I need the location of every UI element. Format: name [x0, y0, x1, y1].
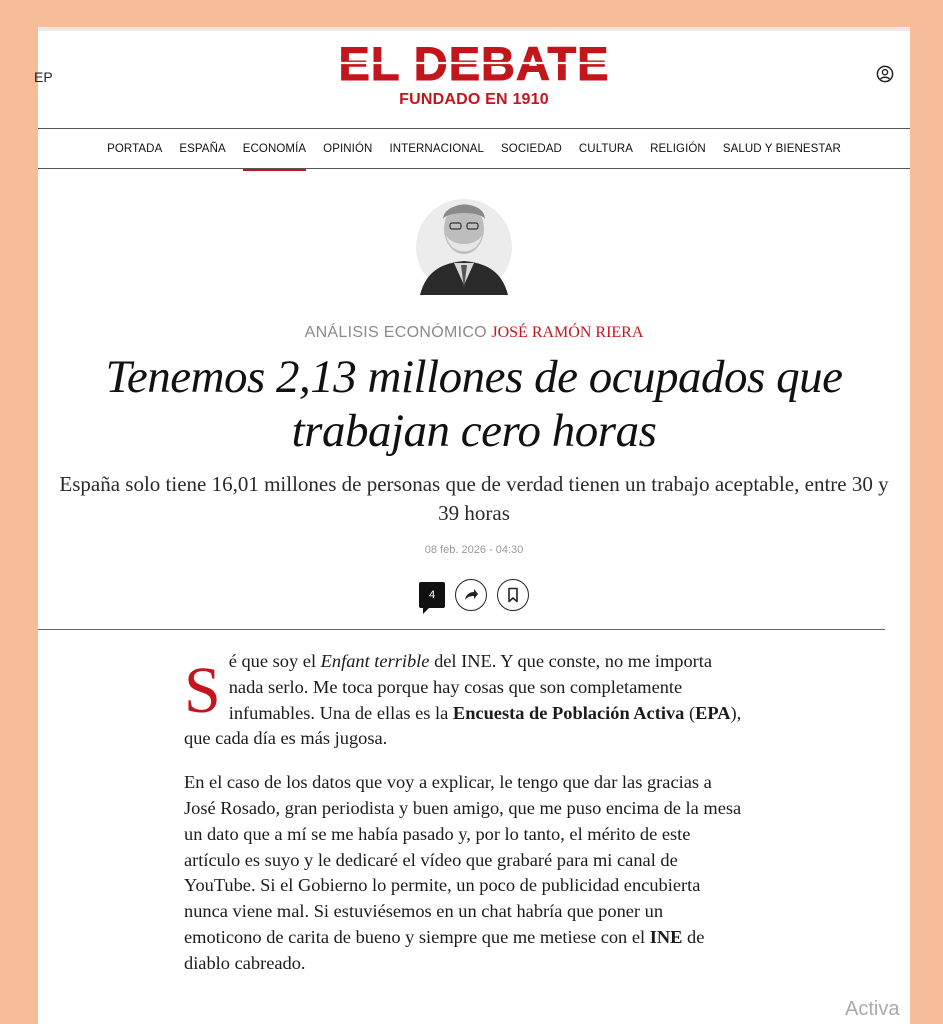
- logo-tagline: FUNDADO EN 1910: [399, 91, 549, 108]
- bookmark-button[interactable]: [497, 579, 529, 611]
- nav-item-opinion[interactable]: OPINIÓN: [323, 143, 373, 155]
- nav-item-sociedad[interactable]: SOCIEDAD: [501, 143, 562, 155]
- p1-bold-epa[interactable]: EPA: [695, 702, 731, 723]
- article-actions: [38, 577, 910, 613]
- publish-date: 08 feb. 2026 - 04:30: [424, 544, 524, 556]
- comments-button[interactable]: [419, 582, 445, 608]
- comment-count: 4: [428, 589, 436, 601]
- section-nav: [38, 141, 910, 169]
- nav-item-internacional[interactable]: INTERNACIONAL: [389, 143, 485, 155]
- article-body: [184, 649, 744, 995]
- p1-text-a: é que soy el: [228, 651, 321, 671]
- nav-item-portada[interactable]: PORTADA: [107, 143, 163, 155]
- author-portrait: [416, 185, 512, 295]
- p2-text-a: En el caso de los datos que voy a explicar, le tengo que dar las gracias a José Rosado, gran periodista y buen amigo, que me puso encima de la mesa un dato que a mí se me había pasado y, por lo tanto, el mérito de este artículo es suyo y le dedicaré el vídeo que grabaré para mi canal de YouTube. Si el Gobierno lo permite, un poco de publicidad encubierta nunca viene mal. Si estuviésemos en un chat habría que poner un emoticono de carita de bueno y siempre que me metiese con el: [184, 772, 742, 947]
- nav-item-religion[interactable]: RELIGIÓN: [650, 143, 706, 155]
- user-account-icon[interactable]: [876, 65, 894, 83]
- logo-text: EL DEBATE: [338, 37, 610, 90]
- nav-item-cultura[interactable]: CULTURA: [578, 143, 634, 155]
- author-name[interactable]: JOSÉ RAMÓN RIERA: [491, 324, 644, 341]
- os-activation-watermark: Activa: [845, 998, 900, 1020]
- cropped-edge-text: EP: [34, 69, 53, 85]
- dropcap-letter: S: [184, 654, 221, 727]
- content-divider: [38, 629, 885, 630]
- nav-item-salud[interactable]: SALUD Y BIENESTAR: [722, 143, 841, 155]
- nav-divider: [38, 168, 910, 169]
- p1-text-d: ), que cada día es más jugosa.: [184, 702, 742, 749]
- article-subtitle: España solo tiene 16,01 millones de personas que de verdad tienen un trabajo aceptable, entre 30 y 39 horas: [59, 472, 889, 525]
- logo-wordmark[interactable]: [290, 37, 658, 90]
- section-label[interactable]: ANÁLISIS ECONÓMICO: [304, 324, 487, 341]
- bookmark-icon: [506, 587, 520, 603]
- article-kicker: [38, 324, 910, 342]
- article-page: [34, 27, 910, 1024]
- p1-text-c: (: [684, 702, 696, 723]
- header-divider: [38, 128, 910, 129]
- p2-bold-ine[interactable]: INE: [649, 926, 683, 947]
- paragraph-2: [184, 770, 744, 976]
- p2-text-b: de diablo cabreado.: [184, 926, 705, 973]
- site-logo[interactable]: [38, 37, 910, 90]
- nav-item-economia[interactable]: ECONOMÍA: [243, 141, 306, 169]
- p1-italic: Enfant terrible: [320, 651, 430, 671]
- share-button[interactable]: [455, 579, 487, 611]
- author-avatar[interactable]: [416, 185, 512, 295]
- paragraph-1: [184, 649, 744, 752]
- p1-bold-epa-name[interactable]: Encuesta de Población Activa: [452, 702, 685, 723]
- p1-text-b: del INE. Y que conste, no me importa nada serlo. Me toca porque hay cosas que son completamente infumables. Una de ellas es la: [228, 651, 713, 723]
- top-border: [38, 27, 910, 31]
- nav-item-espana[interactable]: ESPAÑA: [179, 143, 226, 155]
- share-arrow-icon: [463, 587, 479, 603]
- article-headline: Tenemos 2,13 millones de ocupados que trabajan cero horas: [105, 351, 843, 457]
